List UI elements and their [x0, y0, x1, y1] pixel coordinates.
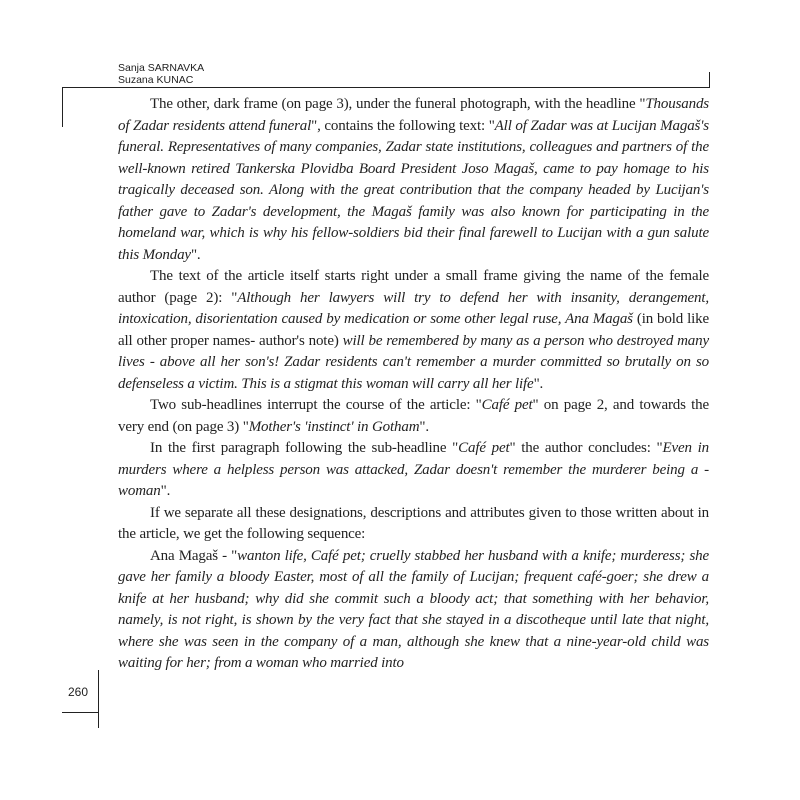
italic-quote: will be remembered by many as a person who destroyed many lives - above all her son's! Zadar residents can't remember a murder committed so brutally on so defenseless a victim. This is a stigmat this woman will carry all her life [118, 332, 710, 392]
text-run: The text of the article itself starts right under a small frame giving the name of the female author (page 2): " [118, 268, 709, 306]
italic-quote: Even in murders where a helpless person was attacked, Zadar doesn't remember the murderer being a - woman [118, 440, 709, 499]
text-run: ". [160, 483, 171, 499]
italic-quote: Mother's 'instinct' in Gotham [248, 418, 420, 435]
author-name: Suzana KUNAC [118, 74, 194, 86]
footer-rule-horizontal [62, 712, 99, 713]
text-run: The other, dark frame (on page 3), under the funeral photograph, with the headline " [150, 96, 646, 112]
italic-quote: Although her lawyers will try to defend her with insanity, derangement, intoxication, disorientation caused by medication or some other legal ruse, Ana Magaš [118, 289, 709, 327]
text-run: (in bold like all other proper names- author's note) [118, 311, 709, 349]
running-header-authors [118, 62, 204, 86]
header-rule-right-tick [709, 72, 710, 88]
paragraph [118, 395, 709, 438]
paragraph [118, 266, 709, 395]
text-run: " the author concludes: " [509, 440, 663, 456]
text-run: In the first paragraph following the sub-headline " [150, 440, 459, 456]
paragraph [118, 94, 709, 266]
footer-rule-vertical [98, 670, 99, 728]
text-run: ". [533, 375, 544, 392]
text-run: ", contains the following text: " [311, 117, 495, 134]
italic-quote: wanton life, Café pet; cruelly stabbed her husband with a knife; murderess; she gave her family a bloody Easter, most of all the family of Lucijan; frequent café-goer; she drew a knife at her husband; why did she commit such a bloody act; that something with her behavior, namely, is not right, is shown by the very fact that she stayed in a discotheque until late that night, where she was seen in the company of a man, although she knew that a nine-year-old child was waiting for her; from a woman who married into [118, 547, 709, 671]
text-run: Two sub-headlines interrupt the course of the article: " [150, 397, 482, 413]
italic-quote: Café pet [458, 440, 510, 456]
text-run: Ana Magaš - " [150, 547, 238, 564]
italic-quote: Café pet [481, 397, 533, 413]
text-run: ". [419, 418, 429, 435]
italic-quote: All of Zadar was at Lucijan Magaš's funeral. Representatives of many companies, Zadar state institutions, colleagues and partners of the well-known retired Tankerska Plovidba Board President Joso Magaš, came to pay homage to his tragically deceased son. Along with the great contribution that the company headed by Lucijan's father gave to Zadar's development, the Magaš family was also known for participating in the homeland war, which is why his fellow-soldiers bid their final farewell to Lucijan with a gun salute this Monday [118, 117, 709, 263]
paragraph [118, 503, 709, 546]
text-run: " on page 2, and towards the very end (on page 3) " [118, 397, 709, 435]
text-run: If we separate all these designations, descriptions and attributes given to those written about in the article, we get the following sequence: [118, 504, 709, 542]
italic-quote: Thousands of Zadar residents attend funeral [118, 96, 709, 134]
header-rule [62, 87, 710, 88]
page-number: 260 [68, 685, 89, 699]
header-rule-left-tick [62, 87, 63, 127]
article-body [118, 94, 709, 675]
text-run: ". [190, 246, 201, 263]
author-name: Sanja SARNAVKA [118, 62, 205, 74]
paragraph [118, 546, 709, 675]
paragraph [118, 438, 709, 503]
